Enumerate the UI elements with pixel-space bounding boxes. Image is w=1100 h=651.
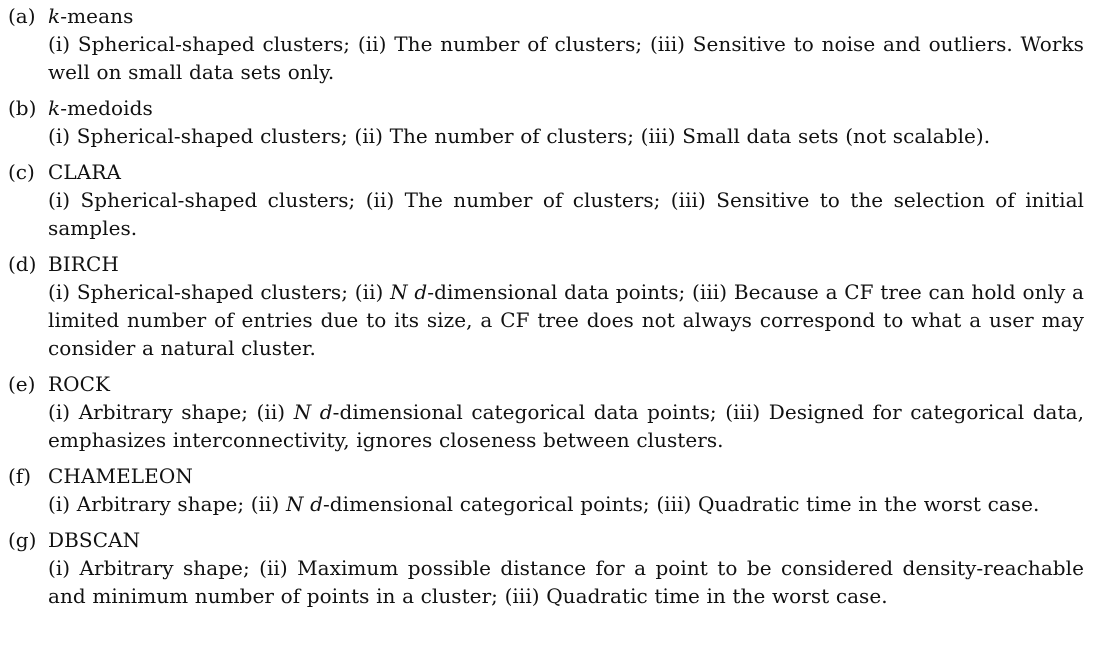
item-heading	[8, 526, 1084, 554]
body-part: -dimensional categorical points; (iii) Quadratic time in the worst case.	[322, 492, 1040, 516]
item-title	[48, 462, 193, 490]
list-item	[8, 526, 1084, 610]
item-title-rest: ROCK	[48, 372, 111, 396]
body-math-variable: N d	[293, 400, 333, 424]
list-item	[8, 370, 1084, 454]
item-title-italic-prefix: k	[48, 4, 61, 28]
item-title	[48, 526, 140, 554]
item-title-rest: CLARA	[48, 160, 122, 184]
item-body	[48, 398, 1084, 454]
item-title-rest: -medoids	[60, 96, 153, 120]
item-label: (e)	[8, 372, 36, 396]
item-title	[48, 2, 133, 30]
list-item	[8, 2, 1084, 86]
body-part: (i) Arbitrary shape; (ii)	[48, 400, 294, 424]
list-item	[8, 250, 1084, 362]
body-math-variable: N d	[390, 280, 428, 304]
item-body: (i) Spherical-shaped clusters; (ii) The number of clusters; (iii) Small data sets (not scalable).	[48, 124, 991, 148]
item-body: (i) Spherical-shaped clusters; (ii) The number of clusters; (iii) Sensitive to noise and outliers. Works well on small data sets only.	[48, 32, 1084, 84]
item-label: (g)	[8, 528, 37, 552]
list-item	[8, 94, 1084, 150]
item-label: (b)	[8, 96, 37, 120]
item-label: (c)	[8, 160, 35, 184]
item-heading	[8, 370, 1084, 398]
item-title-italic-prefix: k	[48, 96, 61, 120]
item-heading	[8, 158, 1084, 186]
item-body: (i) Arbitrary shape; (ii) Maximum possible distance for a point to be considered density-reachable and minimum number of points in a cluster; (iii) Quadratic time in the worst case.	[48, 556, 1084, 608]
item-title	[48, 158, 121, 186]
body-part: (i) Spherical-shaped clusters; (ii)	[48, 280, 391, 304]
item-body: (i) Spherical-shaped clusters; (ii) The number of clusters; (iii) Sensitive to the selection of initial samples.	[48, 188, 1084, 240]
item-title-rest: BIRCH	[48, 252, 119, 276]
item-title	[48, 250, 119, 278]
item-heading	[8, 94, 1084, 122]
item-label: (a)	[8, 4, 36, 28]
item-title	[48, 94, 153, 122]
item-title-rest: CHAMELEON	[48, 464, 193, 488]
item-body	[48, 278, 1084, 362]
list-item	[8, 462, 1084, 518]
item-heading	[8, 2, 1084, 30]
item-heading	[8, 250, 1084, 278]
list-item	[8, 158, 1084, 242]
body-part: (i) Arbitrary shape; (ii)	[48, 492, 286, 516]
item-heading	[8, 462, 1084, 490]
item-label: (f)	[8, 464, 32, 488]
item-label: (d)	[8, 252, 37, 276]
item-title	[48, 370, 110, 398]
body-math-variable: N d	[285, 492, 323, 516]
body-part: -dimensional data points; (iii) Because a CF tree can hold only a limited number of entries due to its size, a CF tree does not always correspond to what a user may consider a natural cluster.	[48, 280, 1085, 360]
body-part: -dimensional categorical data points; (iii) Designed for categorical data, emphasizes interconnectivity, ignores closeness between clusters.	[48, 400, 1085, 452]
item-title-rest: -means	[60, 4, 134, 28]
item-title-rest: DBSCAN	[48, 528, 141, 552]
item-body	[48, 490, 1084, 518]
